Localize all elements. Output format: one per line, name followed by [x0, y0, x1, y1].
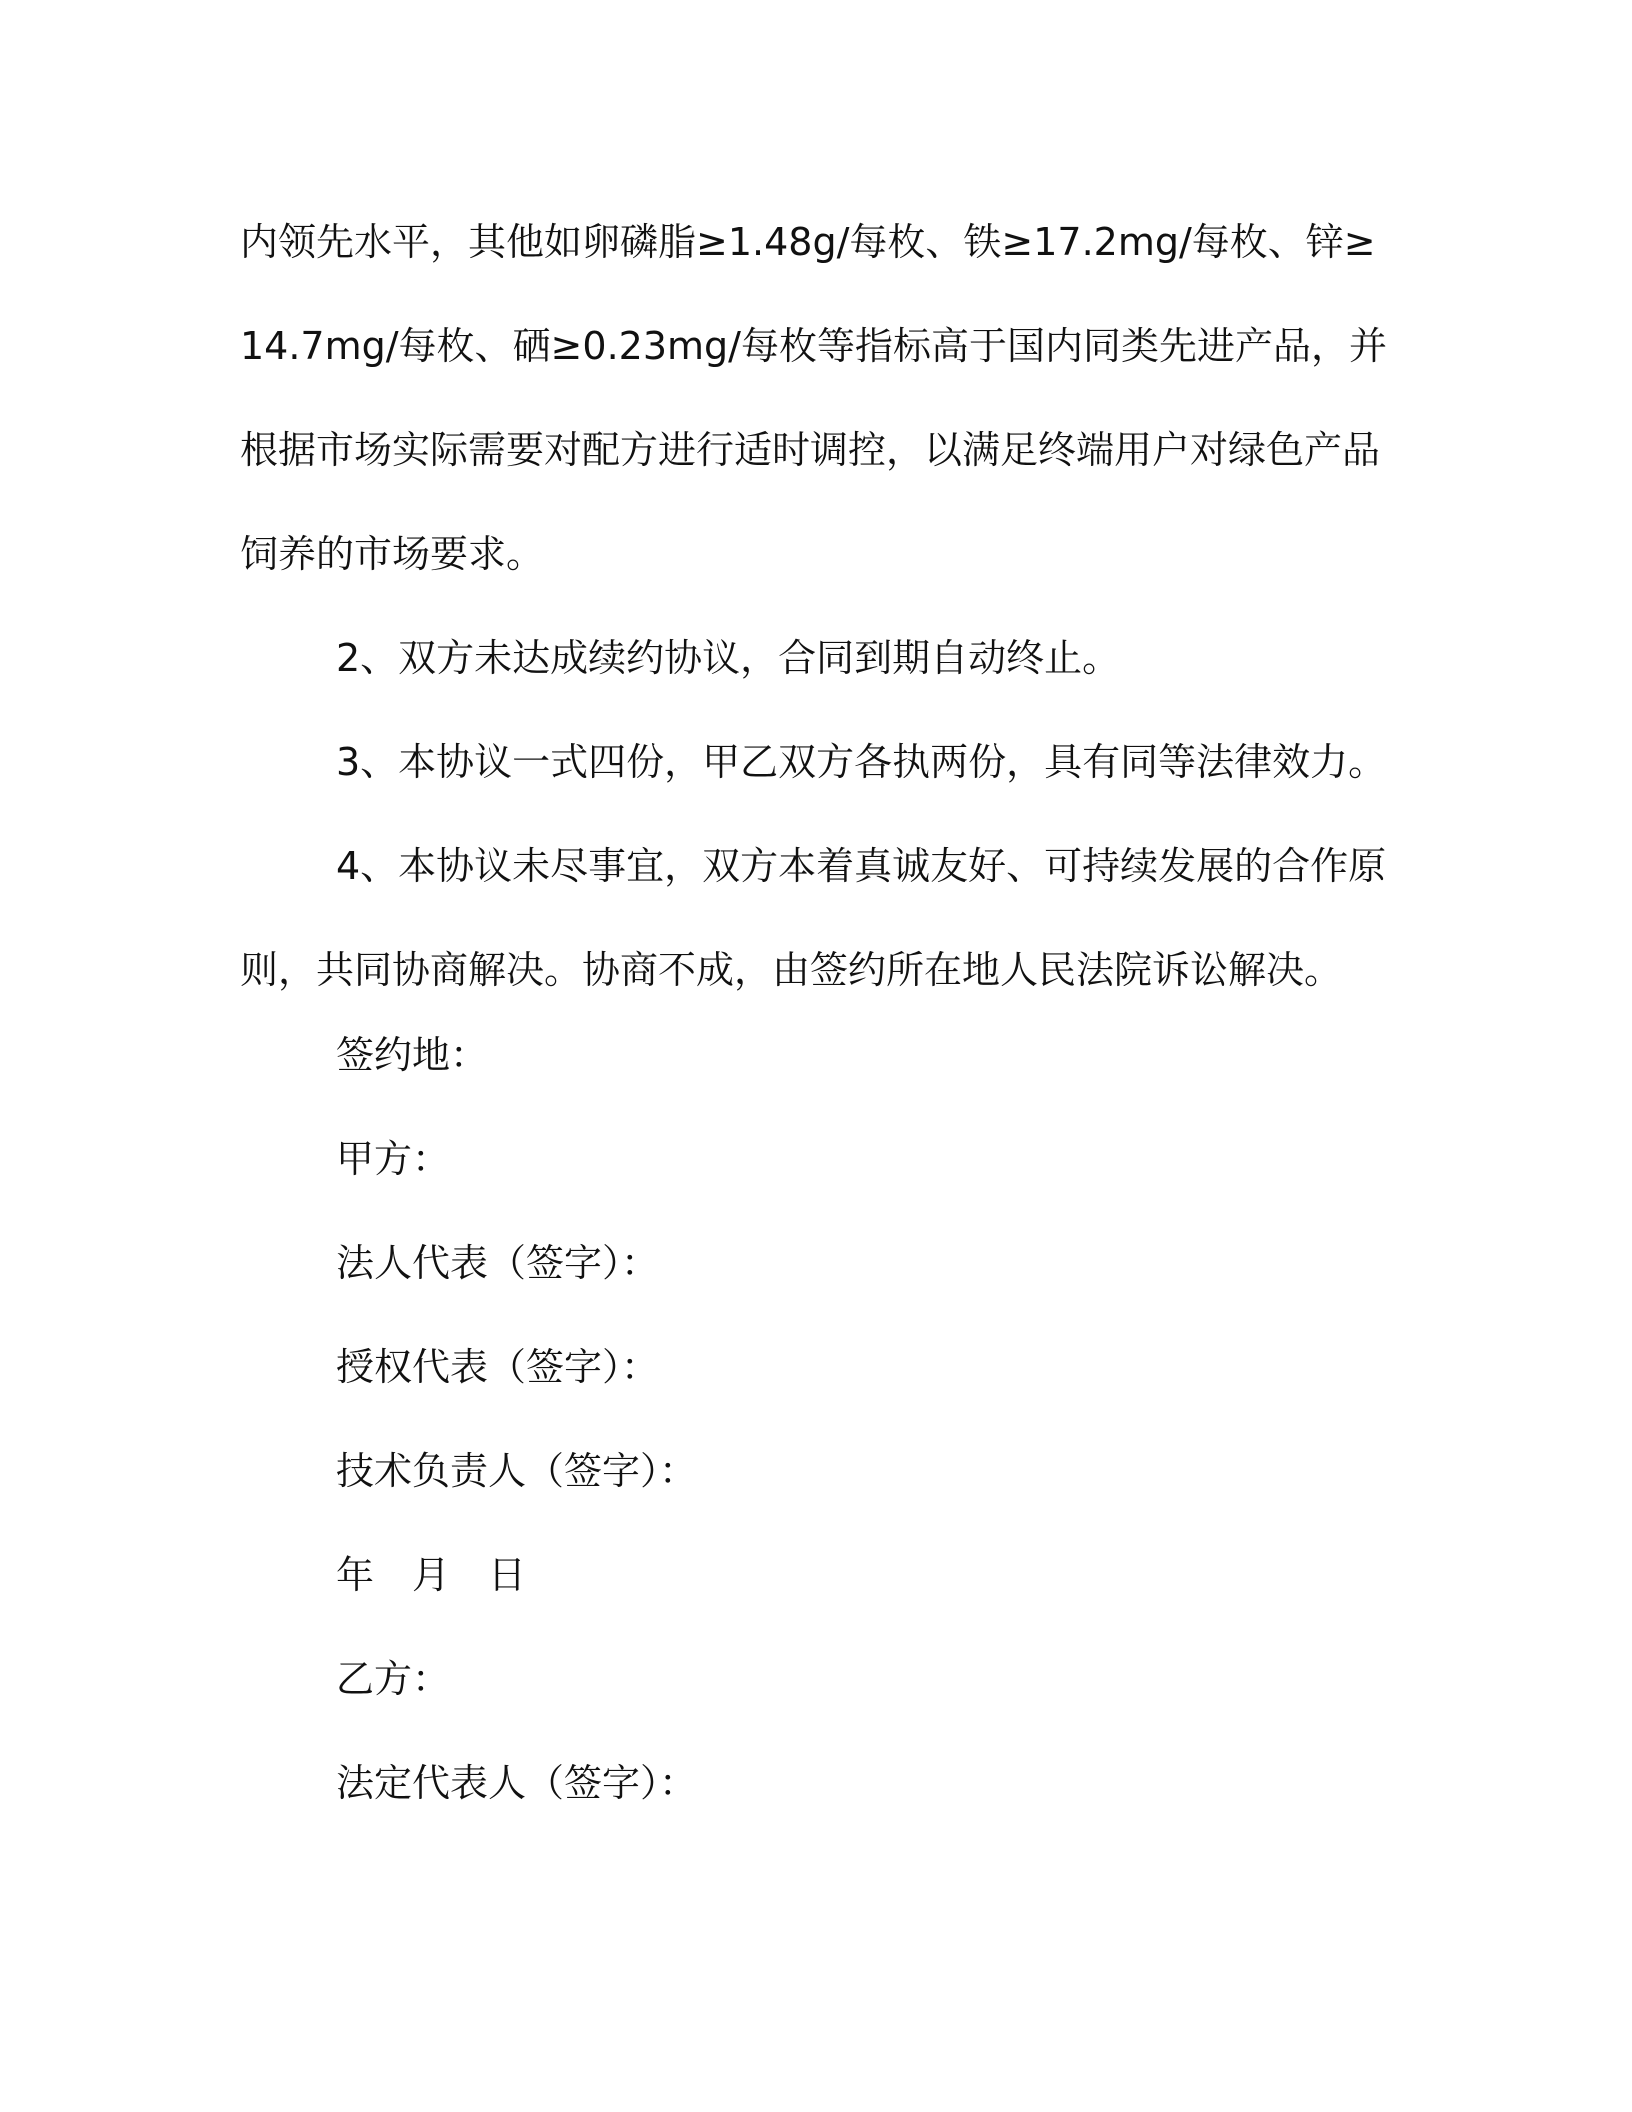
signature-block: [336, 1003, 1236, 1835]
party-a-label: 甲方：: [336, 1137, 451, 1181]
date-line: 年 月 日: [336, 1553, 527, 1597]
signing-place-label: 签约地：: [336, 1033, 489, 1077]
contract-body: [240, 190, 1390, 1022]
legal-representative-b-label: 法定代表人（签字）：: [336, 1761, 698, 1805]
authorized-representative-label: 授权代表（签字）：: [336, 1345, 660, 1389]
party-b-label: 乙方：: [336, 1657, 451, 1701]
technical-lead-label: 技术负责人（签字）：: [336, 1449, 698, 1493]
clause-2: 2、双方未达成续约协议，合同到期自动终止。: [336, 636, 1121, 680]
legal-representative-label: 法人代表（签字）：: [336, 1241, 660, 1285]
clause-3: 3、本协议一式四份，甲乙双方各执两份，具有同等法律效力。: [336, 740, 1387, 784]
paragraph-continuation: 内领先水平，其他如卵磷脂≥1.48g/每枚、铁≥17.2mg/每枚、锌≥14.7mg/每枚、硒≥0.23mg/每枚等指标高于国内同类先进产品，并根据市场实际需要对配方进行适时调控，以满足终端用户对绿色产品饲养的市场要求。: [240, 220, 1387, 576]
clause-4: 4、本协议未尽事宜，双方本着真诚友好、可持续发展的合作原则，共同协商解决。协商不成，由签约所在地人民法院诉讼解决。: [240, 844, 1387, 992]
